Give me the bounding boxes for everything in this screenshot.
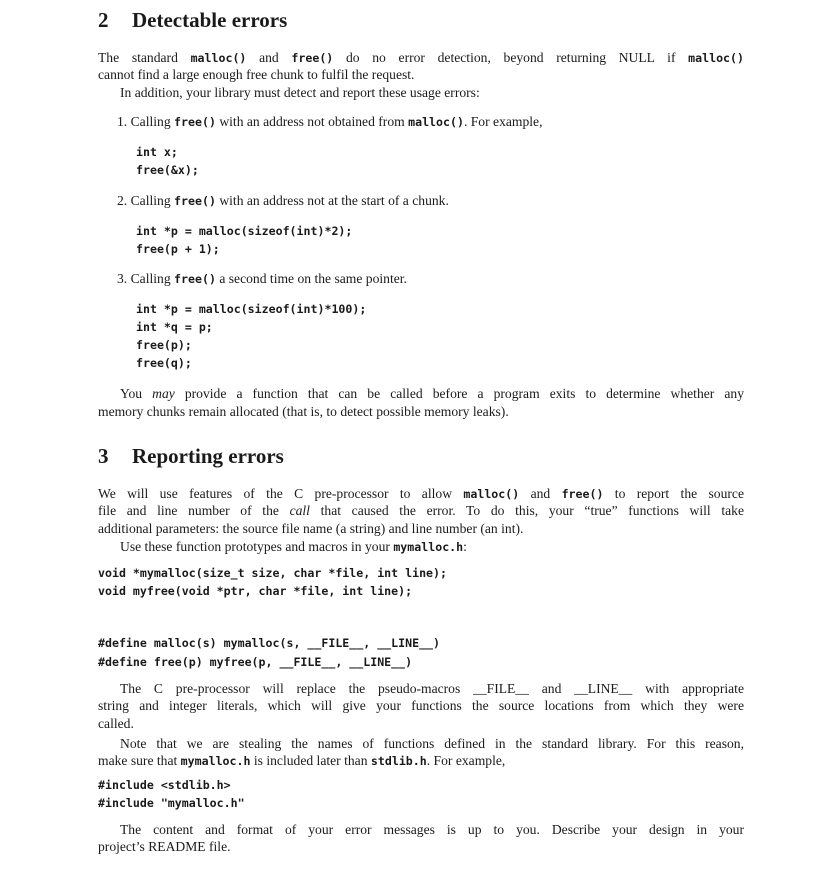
item-marker: 3. bbox=[117, 271, 128, 286]
paragraph-line: project’s README file. bbox=[98, 839, 231, 854]
code-line: void *mymalloc(size_t size, char *file, int line); bbox=[98, 566, 448, 580]
code-line: free(p + 1); bbox=[136, 242, 220, 256]
item-marker: 2. bbox=[117, 193, 128, 208]
code-line: void myfree(void *ptr, char *file, int line); bbox=[98, 584, 413, 598]
code-line: int x; bbox=[136, 145, 178, 159]
list-item: 2. Calling free() with an address not at the start of a chunk. bbox=[117, 193, 449, 208]
code-line: #define free(p) myfree(p, __FILE__, __LINE__) bbox=[98, 655, 413, 669]
paragraph-line: The content and format of your error messages is up to you. Describe your design in your bbox=[120, 822, 744, 837]
code-line: int *p = malloc(sizeof(int)*100); bbox=[136, 302, 367, 316]
section-title: Reporting errors bbox=[132, 444, 284, 468]
paragraph-line: We will use features of the C pre-processor to allow malloc() and free() to report the source bbox=[98, 486, 744, 501]
paragraph-line: additional parameters: the source file name (a string) and line number (an int). bbox=[98, 521, 524, 536]
code-line: free(p); bbox=[136, 338, 192, 352]
closing-line-1: You may provide a function that can be called before a program exits to determine whether any bbox=[120, 386, 745, 401]
paragraph-line: The C pre-processor will replace the pseudo-macros __FILE__ and __LINE__ with appropriate bbox=[120, 681, 744, 696]
code-line: free(q); bbox=[136, 356, 192, 370]
code-line: free(&x); bbox=[136, 163, 199, 177]
list-item: 3. Calling free() a second time on the same pointer. bbox=[117, 271, 407, 286]
closing-line-2: memory chunks remain allocated (that is, to detect possible memory leaks). bbox=[98, 404, 509, 419]
code-line: #include "mymalloc.h" bbox=[98, 796, 245, 810]
paragraph-line: make sure that mymalloc.h is included later than stdlib.h. For example, bbox=[98, 753, 506, 768]
paragraph-line: called. bbox=[98, 716, 134, 731]
list-item: 1. Calling free() with an address not obtained from malloc(). For example, bbox=[117, 114, 543, 129]
lead-line: In addition, your library must detect and report these usage errors: bbox=[120, 85, 480, 100]
section-number: 3 bbox=[98, 444, 109, 468]
intro-line-1: The standard malloc() and free() do no error detection, beyond returning NULL if malloc() bbox=[98, 50, 744, 65]
paragraph-line: file and line number of the call that caused the error. To do this, your “true” functions will take bbox=[98, 503, 744, 518]
code-line: int *q = p; bbox=[136, 320, 213, 334]
code-line: #include <stdlib.h> bbox=[98, 778, 231, 792]
intro-line-2: cannot find a large enough free chunk to fulfil the request. bbox=[98, 67, 415, 82]
paragraph-line: string and integer literals, which will give your functions the source locations from which they were bbox=[98, 698, 744, 713]
item-marker: 1. bbox=[117, 114, 128, 129]
code-line: int *p = malloc(sizeof(int)*2); bbox=[136, 224, 353, 238]
paragraph-line: Use these function prototypes and macros in your mymalloc.h: bbox=[120, 539, 467, 554]
section-number: 2 bbox=[98, 8, 109, 32]
section-title: Detectable errors bbox=[132, 8, 288, 32]
paragraph-line: Note that we are stealing the names of functions defined in the standard library. For this reason, bbox=[120, 736, 744, 751]
section-2-heading bbox=[98, 8, 287, 33]
code-line: #define malloc(s) mymalloc(s, __FILE__, __LINE__) bbox=[98, 636, 441, 650]
section-3-heading bbox=[98, 444, 284, 469]
